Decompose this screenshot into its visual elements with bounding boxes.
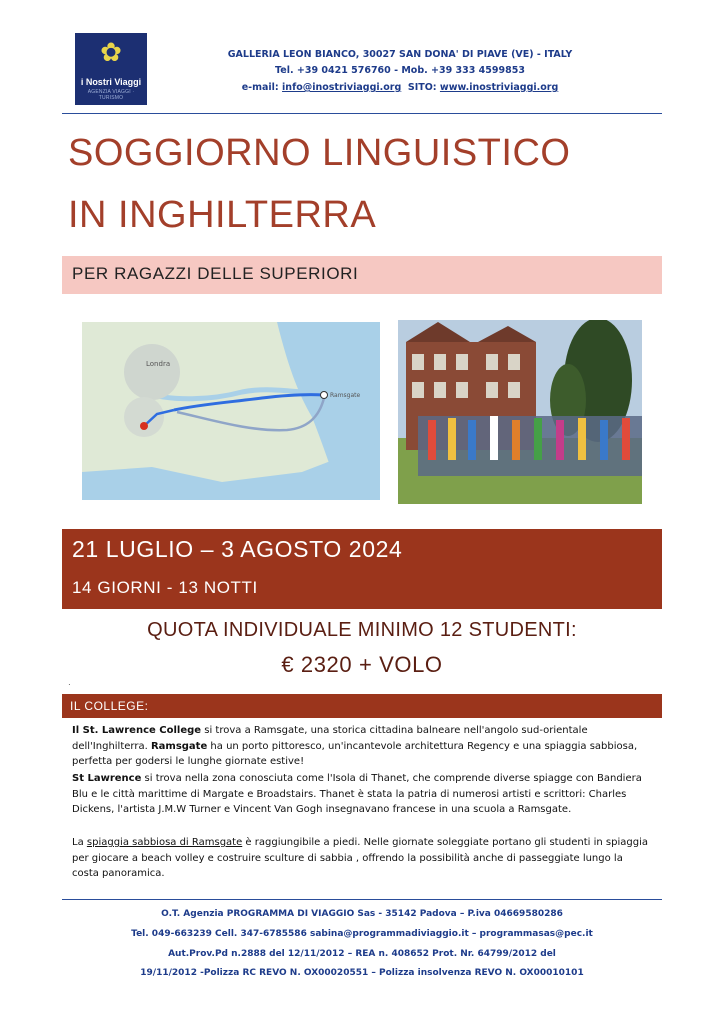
footer-line-2: Tel. 049-663239 Cell. 347-6785586 sabina@programmadiviaggio.it – programmasas@pec.it bbox=[131, 929, 593, 939]
bullet-dot: · bbox=[68, 680, 71, 689]
route-map-image bbox=[82, 322, 380, 500]
college-photo-svg bbox=[398, 320, 642, 504]
email-link[interactable]: info@inostriviaggi.org bbox=[282, 82, 402, 93]
college-heading: IL COLLEGE: bbox=[70, 699, 149, 713]
college-paragraph-1: Il St. Lawrence College si trova a Ramsgate, una storica cittadina balneare nell'angolo sud-orientale dell'Inghilterra. Ramsgate ha un porto pittoresco, un'incantevole architettura Regency e una spiaggia sabbiosa, perfetta per godersi le lunghe giornate estive! bbox=[72, 725, 638, 767]
footer-divider bbox=[62, 899, 662, 900]
price-heading: QUOTA INDIVIDUALE MINIMO 12 STUDENTI: bbox=[147, 619, 577, 641]
page-subtitle: PER RAGAZZI DELLE SUPERIORI bbox=[72, 264, 359, 283]
agency-contacts bbox=[160, 82, 640, 93]
agency-phones: Tel. +39 0421 576760 - Mob. +39 333 4599853 bbox=[275, 65, 525, 76]
email-label: e-mail: bbox=[241, 82, 279, 93]
page-title-line1: SOGGIORNO LINGUISTICO bbox=[68, 132, 571, 174]
beach-link-text: spiaggia sabbiosa di Ramsgate bbox=[86, 837, 243, 848]
site-label: SITO: bbox=[407, 82, 437, 93]
footer-line-1: O.T. Agenzia PROGRAMMA DI VIAGGIO Sas - 35142 Padova – P.iva 04669580286 bbox=[161, 909, 563, 919]
st-lawrence-bold: St Lawrence bbox=[72, 773, 142, 784]
price-value: € 2320 + VOLO bbox=[281, 652, 443, 677]
logo-brand: i Nostri Viaggi bbox=[80, 77, 142, 87]
flower-icon: ✿ bbox=[100, 38, 122, 68]
college-name: Il St. Lawrence College bbox=[72, 725, 202, 736]
agency-logo bbox=[75, 33, 147, 105]
route-map-svg bbox=[82, 322, 380, 500]
header-divider bbox=[62, 113, 662, 114]
college-paragraph-3: La spiaggia sabbiosa di Ramsgate è raggiungibile a piedi. Nelle giornate soleggiate portano gli studenti in spiaggia per giocare a beach volley e costruire sculture di sabbia , offrendo la possibilità anche di passeggiate lungo la costa panoramica. bbox=[72, 837, 648, 879]
college-heading-band bbox=[62, 694, 662, 718]
trip-duration: 14 GIORNI - 13 NOTTI bbox=[72, 578, 258, 597]
logo-tagline: AGENZIA VIAGGI · TURISMO bbox=[87, 89, 135, 101]
site-link[interactable]: www.inostriviaggi.org bbox=[439, 82, 559, 93]
trip-dates: 21 LUGLIO – 3 AGOSTO 2024 bbox=[72, 536, 403, 562]
page-title-line2: IN INGHILTERRA bbox=[68, 194, 377, 236]
college-paragraph-2: St Lawrence si trova nella zona conosciuta come l'Isola di Thanet, che comprende diverse spiagge con Bandiera Blu e le città marittime di Margate e Broadstairs. Thanet è stata la patria di numerosi artisti e scrittori: Charles Dickens, l'artista J.M.W Turner e Vincent Van Gogh insegnavano francese in una scuola a Ramsgate. bbox=[72, 773, 642, 815]
agency-address: GALLERIA LEON BIANCO, 30027 SAN DONA' DI PIAVE (VE) - ITALY bbox=[227, 49, 573, 60]
ramsgate-bold: Ramsgate bbox=[150, 740, 208, 752]
footer-line-4: 19/11/2012 -Polizza RC REVO N. OX00020551 – Polizza insolvenza REVO N. OX00010101 bbox=[140, 968, 584, 978]
college-photo bbox=[398, 320, 642, 504]
map-label-london: Londra bbox=[146, 360, 171, 368]
footer-line-3: Aut.Prov.Pd n.2888 del 12/11/2012 – REA n. 408652 Prot. Nr. 64799/2012 del bbox=[168, 949, 556, 959]
map-label-ramsgate: Ramsgate bbox=[330, 392, 361, 399]
